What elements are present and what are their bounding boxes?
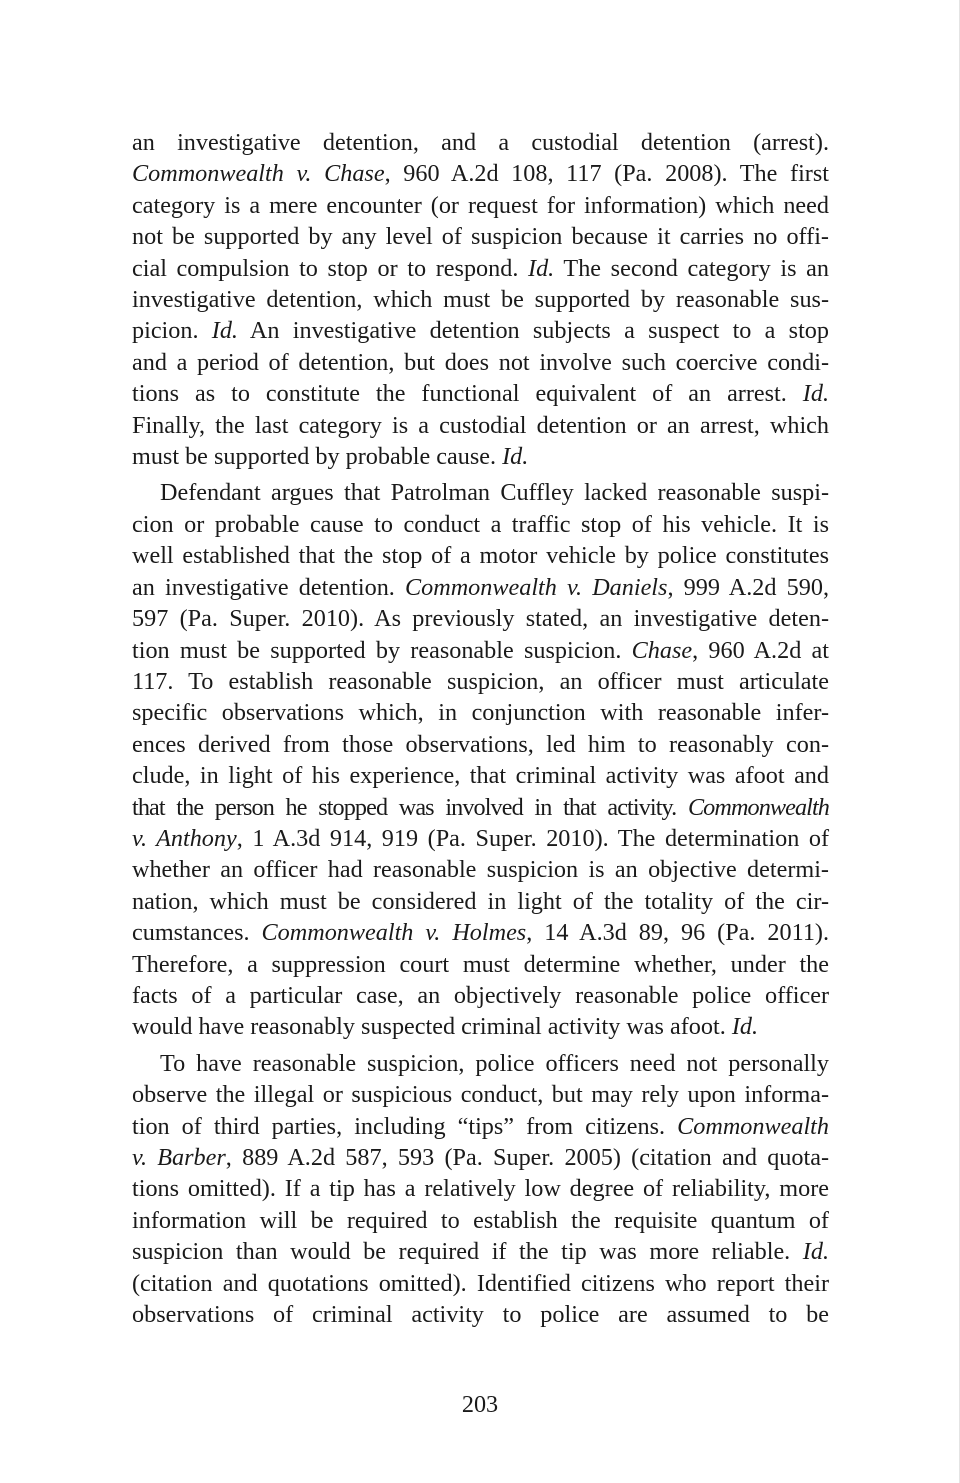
page-number: 203 [461, 1391, 499, 1418]
text-line [132, 854, 829, 885]
body-text-run: well established that the stop of a motor vehicle by police constitutes [132, 542, 829, 570]
body-text-run: facts of a particular case, an objectively reasonable police officer [132, 981, 829, 1009]
body-text-run: category is a mere encounter (or request for information) which need [132, 191, 829, 219]
text-line [132, 477, 829, 508]
text-line [132, 158, 829, 189]
body-text-run: 597 (Pa. Super. 2010). As previously stated, an investigative deten- [132, 605, 829, 633]
body-text-run: , 960 A.2d 108, 117 (Pa. 2008). The first [384, 160, 829, 188]
body-text-run: The second category is an [554, 254, 829, 282]
body-text-run: An investigative detention subjects a suspect to a stop [237, 317, 829, 345]
citation-text: Chase [631, 636, 693, 664]
text-line [132, 1079, 829, 1110]
text-line [132, 284, 829, 315]
body-text-run: 117. To establish reasonable suspicion, an officer must articulate [132, 667, 829, 695]
body-text-run: observations of criminal activity to police are assumed to be [132, 1301, 829, 1329]
body-text-run: whether an officer had reasonable suspicion is an objective determi- [132, 856, 829, 884]
text-line [132, 729, 829, 760]
body-text-run: ences derived from those observations, led him to reasonably con- [132, 730, 829, 758]
text-line [132, 603, 829, 634]
body-text-run: tions as to constitute the functional equivalent of an arrest. [132, 380, 803, 408]
body-text-run: an investigative detention, and a custodial detention (arrest). [132, 129, 829, 156]
body-text-run: must be supported by probable cause. [132, 443, 503, 471]
citation-text: Commonwealth v. Holmes [261, 919, 527, 947]
text-line [132, 378, 829, 409]
citation-text: Id. [731, 1013, 759, 1041]
text-line [132, 221, 829, 252]
body-text-run: and a period of detention, but does not involve such coercive condi- [132, 348, 829, 376]
body-text-run: Therefore, a suppression court must determine whether, under the [132, 950, 829, 978]
paragraph-3 [132, 1048, 829, 1331]
body-text-run: Finally, the last category is a custodial detention or an arrest, which [132, 411, 829, 439]
citation-text: Id. [802, 380, 829, 408]
text-line [132, 1111, 829, 1142]
text-line [132, 1205, 829, 1236]
text-line [132, 540, 829, 571]
body-text-run: , 14 A.3d 89, 96 (Pa. 2011). [526, 919, 830, 947]
text-line [132, 980, 829, 1011]
body-text-run: would have reasonably suspected criminal activity was afoot. [132, 1013, 732, 1041]
text-line [132, 127, 829, 158]
text-line [132, 792, 829, 823]
body-text-run: To have reasonable suspicion, police officers need not personally [160, 1049, 829, 1077]
text-line [132, 315, 829, 346]
citation-text: Commonwealth [687, 793, 829, 821]
text-line [132, 823, 829, 854]
body-text-run: picion. [132, 317, 212, 345]
body-text-run: , 999 A.2d 590, [667, 573, 830, 601]
body-text-run: suspicion than would be required if the tip was more reliable. [132, 1238, 803, 1266]
paragraph-1 [132, 127, 829, 472]
body-text-run: tion must be supported by reasonable suspicion. [132, 636, 632, 664]
text-line [132, 886, 829, 917]
body-text-run: observe the illegal or suspicious conduct, but may rely upon informa- [132, 1081, 829, 1109]
body-text-run: clude, in light of his experience, that criminal activity was afoot and [132, 762, 829, 790]
text-line [132, 1236, 829, 1267]
citation-text: Id. [211, 317, 238, 345]
citation-text: Commonwealth v. Daniels [405, 573, 668, 601]
body-text [132, 127, 829, 1330]
body-text-run: nation, which must be considered in light of the totality of the cir- [132, 887, 829, 915]
citation-text: Id. [528, 254, 555, 282]
body-text-run: , 960 A.2d at [692, 636, 829, 664]
body-text-run: cion or probable cause to conduct a traffic stop of his vehicle. It is [132, 510, 829, 538]
text-line [132, 635, 829, 666]
body-text-run: information will be required to establish the requisite quantum of [132, 1206, 829, 1234]
text-line [132, 410, 829, 441]
text-line [132, 441, 829, 472]
citation-text: v. Barber [132, 1144, 226, 1171]
body-text-run: specific observations which, in conjunction with reasonable infer- [132, 699, 829, 727]
body-text-run: , 889 A.2d 587, 593 (Pa. Super. 2005) (citation and quota- [225, 1144, 829, 1171]
body-text-run: investigative detention, which must be supported by reasonable sus- [132, 286, 829, 314]
text-line [132, 347, 829, 378]
text-line [132, 1048, 829, 1079]
body-text-run: cumstances. [132, 919, 262, 947]
body-text-run: not be supported by any level of suspicion because it carries no offi- [132, 223, 829, 251]
text-line [132, 949, 829, 980]
text-line [132, 917, 829, 948]
body-text-run: Defendant argues that Patrolman Cuffley lacked reasonable suspi- [160, 479, 829, 507]
text-line [132, 509, 829, 540]
body-text-run: (citation and quotations omitted). Identified citizens who report their [132, 1269, 829, 1297]
body-text-run: tion of third parties, including “tips” from citizens. [132, 1112, 678, 1140]
citation-text: v. Anthony [132, 824, 237, 852]
text-line [132, 697, 829, 728]
text-line [132, 1173, 829, 1204]
text-line [132, 760, 829, 791]
text-line [132, 190, 829, 221]
citation-text: Commonwealth [677, 1112, 829, 1140]
text-line [132, 1142, 829, 1173]
body-text-run: tions omitted). If a tip has a relatively low degree of reliability, more [132, 1175, 829, 1203]
citation-text: Commonwealth v. Chase [132, 160, 385, 188]
text-line [132, 666, 829, 697]
text-line [132, 253, 829, 284]
citation-text: Id. [802, 1238, 829, 1266]
paragraph-2 [132, 477, 829, 1042]
body-text-run: an investigative detention. [132, 573, 406, 601]
body-text-run: , 1 A.3d 914, 919 (Pa. Super. 2010). The determination of [236, 824, 829, 852]
text-line [132, 1299, 829, 1330]
body-text-run: that the person he stopped was involved in that activity. [132, 793, 688, 821]
citation-text: Id. [502, 443, 529, 471]
body-text-run: cial compulsion to stop or to respond. [132, 254, 529, 282]
text-line [132, 572, 829, 603]
text-line [132, 1268, 829, 1299]
text-line [132, 1011, 829, 1042]
